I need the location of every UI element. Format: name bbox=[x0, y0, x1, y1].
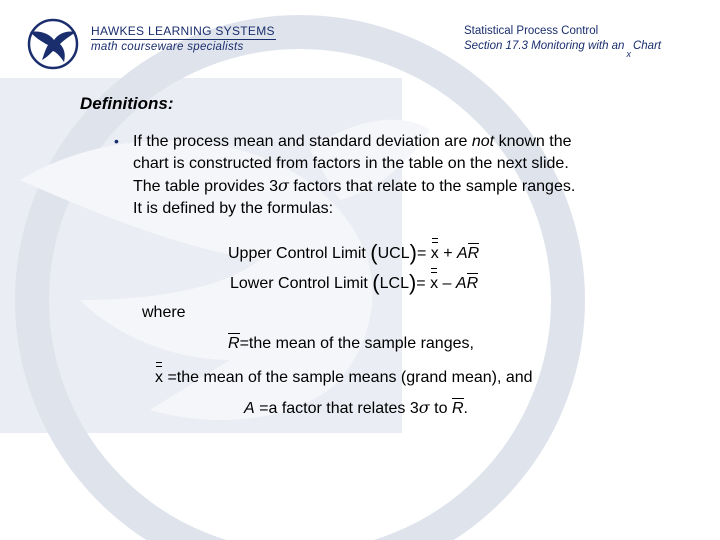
equals-sign: = bbox=[259, 400, 269, 417]
company-name: HAWKES LEARNING SYSTEMS bbox=[91, 24, 275, 38]
r-definition bbox=[228, 335, 474, 353]
bullet-paragraph bbox=[133, 131, 663, 220]
var-a: A bbox=[457, 245, 468, 262]
equals-sign: = bbox=[167, 369, 177, 386]
ucl-label: Upper Control Limit bbox=[228, 245, 366, 262]
x-double-bar: x bbox=[430, 275, 439, 292]
equals-sign: = bbox=[416, 275, 426, 292]
bullet-line-1-a: If the process mean and standard deviation are bbox=[133, 133, 472, 150]
x-double-bar: x bbox=[430, 245, 439, 262]
section-sub-x: x bbox=[626, 49, 631, 59]
r-bar: R bbox=[228, 335, 240, 352]
r-bar: R bbox=[466, 275, 479, 292]
lcl-formula bbox=[230, 270, 478, 296]
lcl-label: Lower Control Limit bbox=[230, 275, 368, 292]
paren-close: ) bbox=[408, 270, 417, 295]
r-bar: R bbox=[451, 400, 464, 417]
page-heading: Definitions: bbox=[80, 94, 174, 113]
a-definition-text: a factor that relates 3 bbox=[268, 400, 419, 417]
company-tagline: math courseware specialists bbox=[91, 41, 244, 53]
sigma-symbol: σ bbox=[277, 176, 289, 195]
var-a: A bbox=[455, 275, 467, 292]
bullet-line-1 bbox=[133, 131, 663, 153]
r-definition-text: the mean of the sample ranges, bbox=[248, 335, 474, 352]
equals-sign: = bbox=[416, 245, 427, 262]
section-prefix: Section 17.3 Monitoring with an bbox=[464, 40, 625, 52]
ucl-abbr: UCL bbox=[377, 245, 410, 262]
sigma-symbol: σ bbox=[418, 398, 430, 417]
eagle-logo-icon bbox=[24, 18, 82, 70]
bullet-line-1-emph: not bbox=[471, 133, 495, 150]
bullet-dot-icon: • bbox=[114, 133, 119, 149]
bullet-line-2: chart is constructed from factors in the table on the next slide. bbox=[133, 155, 569, 172]
plus-sign: + bbox=[443, 245, 453, 262]
var-a: A bbox=[244, 400, 255, 417]
where-label: where bbox=[142, 304, 186, 321]
section-suffix: Chart bbox=[632, 40, 662, 52]
course-title: Statistical Process Control bbox=[464, 25, 599, 37]
course-block bbox=[464, 25, 714, 59]
x-definition bbox=[155, 369, 533, 387]
a-definition-to: to bbox=[429, 400, 452, 417]
bullet-line-3-a: The table provides 3 bbox=[133, 178, 278, 195]
paren-close: ) bbox=[409, 240, 417, 265]
bullet-line-1-b: known the bbox=[494, 133, 572, 150]
equals-sign: = bbox=[239, 335, 249, 352]
a-definition bbox=[244, 398, 468, 418]
x-definition-text: the mean of the sample means (grand mean), and bbox=[176, 369, 533, 386]
ucl-formula bbox=[228, 240, 479, 266]
paren-open: ( bbox=[370, 240, 378, 265]
company-block bbox=[91, 24, 276, 53]
minus-sign: – bbox=[442, 275, 452, 292]
x-double-bar: x bbox=[155, 369, 163, 386]
r-bar: R bbox=[467, 245, 480, 262]
bullet-line-3 bbox=[133, 175, 663, 198]
period: . bbox=[463, 400, 468, 417]
bullet-line-4: It is defined by the formulas: bbox=[133, 200, 334, 217]
lcl-abbr: LCL bbox=[379, 275, 409, 292]
section-title bbox=[464, 40, 714, 59]
paren-open: ( bbox=[372, 270, 380, 295]
bullet-line-3-b: factors that relate to the sample ranges. bbox=[288, 178, 576, 195]
